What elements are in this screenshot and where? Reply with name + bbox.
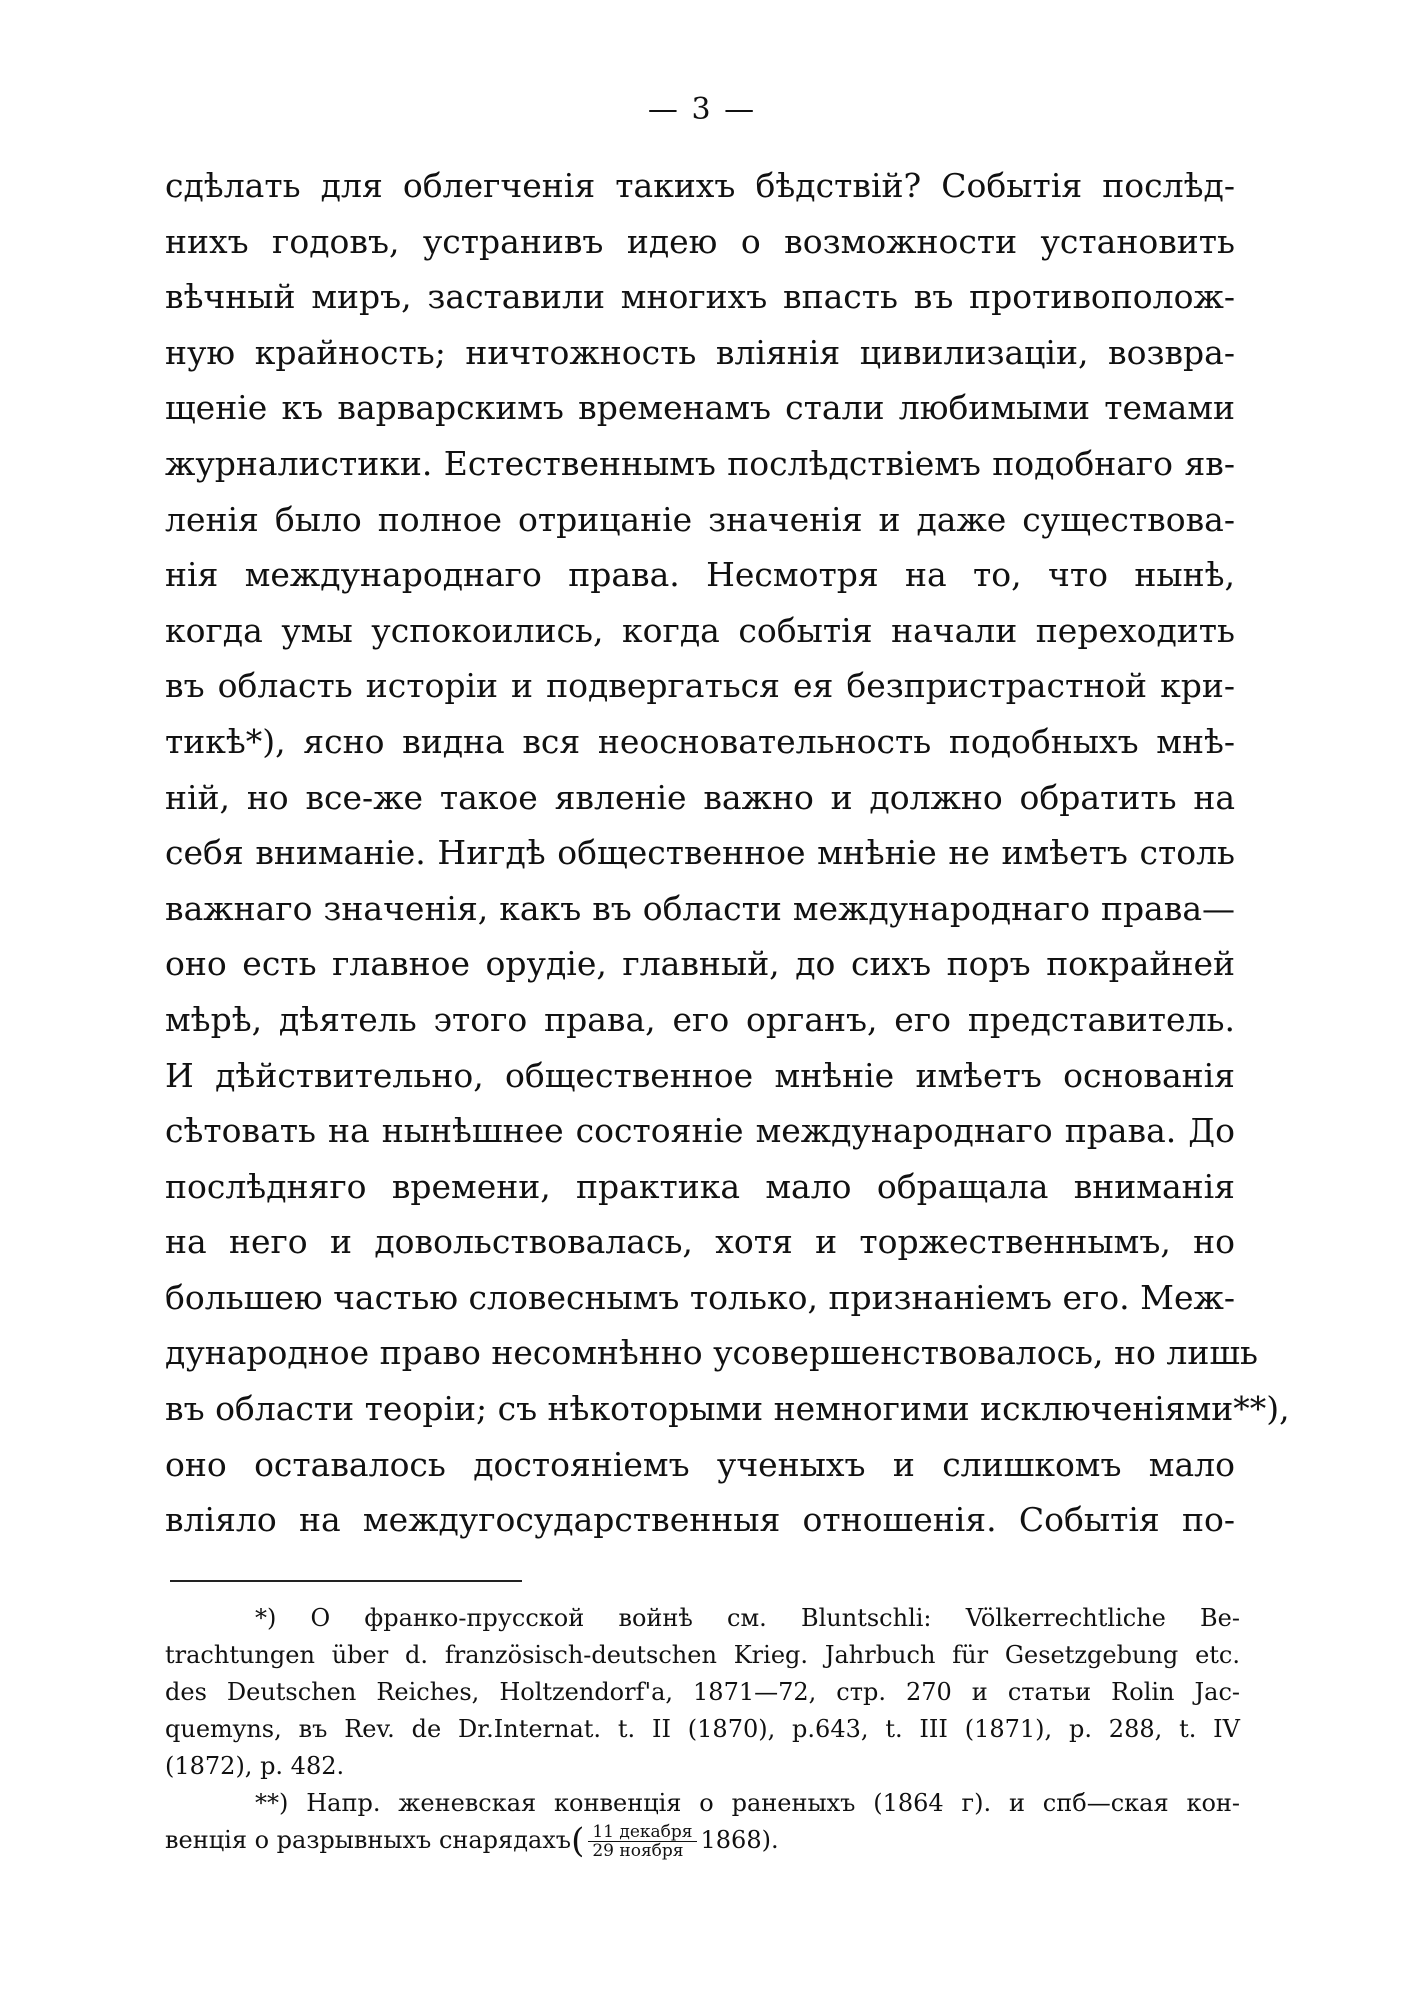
text-line: когда умы успокоились, когда событія начали переходить (165, 610, 1235, 650)
text-line: ленія было полное отрицаніе значенія и даже существова- (165, 499, 1235, 539)
text-line: ную крайность; ничтожность вліянія цивилизаціи, возвра- (165, 332, 1235, 372)
text-line: себя вниманіе. Нигдѣ общественное мнѣніе не имѣетъ столь (165, 833, 1235, 873)
footnote-1-line: *) О франко-прусской войнѣ см. Bluntschli: Völkerrechtliche Be- (255, 1604, 1240, 1632)
footnote-1-line: des Deutschen Reiches, Holtzendorf'a, 1871—72, стр. 270 и статьи Rolin Jac- (165, 1678, 1240, 1706)
date-year: 1868). (700, 1826, 779, 1854)
footnote-1-line: quemyns, въ Rev. de Dr.Internat. t. II (1870), p.643, t. III (1871), p. 288, t. IV (165, 1715, 1240, 1743)
text-line: на него и довольствовалась, хотя и торжественнымъ, но (165, 1222, 1235, 1262)
text-line: ній, но все-же такое явленіе важно и должно обратить на (165, 777, 1235, 817)
date-fraction-bottom: 29 ноября (592, 1841, 684, 1861)
footnote-1-line: trachtungen über d. französisch-deutschen Krieg. Jahrbuch für Gesetzgebung etc. (165, 1641, 1240, 1669)
text-line: въ области теоріи; съ нѣкоторыми немногими исключеніями**), (165, 1389, 1290, 1429)
text-line: сдѣлать для облегченія такихъ бѣдствій? Событія послѣд- (165, 166, 1235, 205)
footnote-2-text: венція о разрывныхъ снарядахъ (165, 1826, 572, 1854)
text-line: дународное право несомнѣнно усовершенствовалось, но лишь (165, 1333, 1258, 1373)
text-line: мѣрѣ, дѣятель этого права, его органъ, его представитель. (165, 999, 1235, 1039)
footnotes (165, 1600, 1240, 1859)
text-line: тикѣ*), ясно видна вся неосновательность подобныхъ мнѣ- (165, 721, 1235, 761)
text-line: оно есть главное орудіе, главный, до сихъ поръ покрайней (165, 944, 1235, 984)
text-line: послѣдняго времени, практика мало обращала вниманія (165, 1166, 1235, 1206)
text-line: вліяло на междугосударственныя отношенія. Событія по- (165, 1500, 1235, 1540)
text-line: вѣчный миръ, заставили многихъ впасть въ противополож- (165, 277, 1235, 317)
text-line: важнаго значенія, какъ въ области международнаго права— (165, 888, 1235, 928)
page-number: — 3 — (647, 92, 757, 127)
footnote-1 (165, 1600, 1240, 1785)
footnote-divider (170, 1580, 522, 1582)
text-line: нихъ годовъ, устранивъ идею о возможности установить (165, 221, 1235, 261)
text-line: сѣтовать на нынѣшнее состояніе международнаго права. До (165, 1111, 1235, 1151)
text-line: щеніе къ варварскимъ временамъ стали любимыми темами (165, 388, 1235, 428)
text-line: И дѣйствительно, общественное мнѣніе имѣетъ основанія (165, 1055, 1235, 1095)
footnote-2 (165, 1785, 1240, 1859)
text-line: нія международнаго права. Несмотря на то, что нынѣ, (165, 555, 1235, 595)
footnote-2-line-1: **) Напр. женевская конвенція о раненыхъ (1864 г). и спб—ская кон- (255, 1789, 1240, 1817)
body-text (165, 158, 1290, 1548)
text-line: въ область исторіи и подвергаться ея безпристрастной кри- (165, 666, 1235, 706)
text-line: большею частью словеснымъ только, признаніемъ его. Меж- (165, 1277, 1235, 1317)
footnote-1-line: (1872), p. 482. (165, 1752, 345, 1780)
text-line: журналистики. Естественнымъ послѣдствіемъ подобнаго яв- (165, 443, 1235, 483)
date-fraction-top: 11 декабря (588, 1823, 696, 1842)
footnote-2-line-2: венція о разрывныхъ снарядахъ( $\frac{\text{11 декабря}}{\text{29 ноября}}$ 1868). (165, 1821, 779, 1861)
text-line: оно оставалось достояніемъ ученыхъ и слишкомъ мало (165, 1444, 1235, 1484)
date-fraction (588, 1823, 696, 1860)
